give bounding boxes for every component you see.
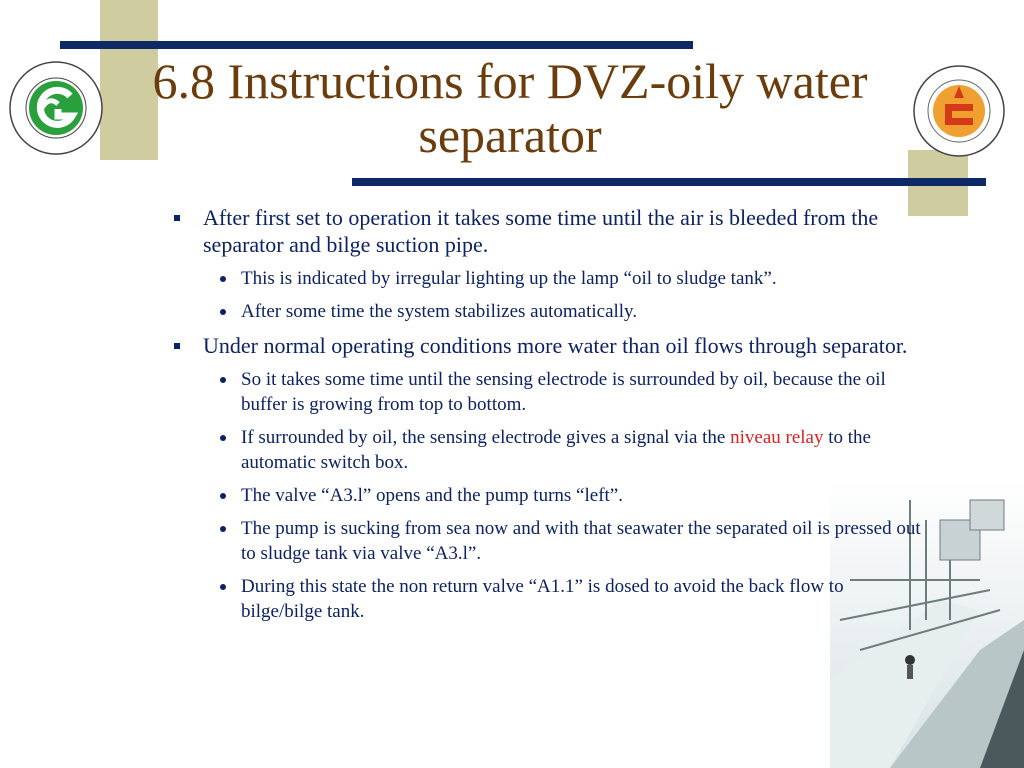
sub-bullet-item: This is indicated by irregular lighting up the lamp “oil to sludge tank”. (203, 266, 925, 291)
sub-bullet-item: The valve “A3.l” opens and the pump turns “left”. (203, 483, 925, 508)
bullet-item (165, 332, 925, 624)
title-rule-bottom (352, 178, 986, 186)
sub-bullet-item (203, 425, 925, 475)
slide-title: 6.8 Instructions for DVZ-oily water separator (152, 53, 868, 163)
sub-bullet-item: So it takes some time until the sensing electrode is surrounded by oil, because the oil buffer is growing from top to bottom. (203, 367, 925, 417)
school-energy-seal-icon (912, 64, 1006, 158)
university-seal-icon (8, 60, 104, 156)
bullet-text: After first set to operation it takes some time until the air is bleeded from the separator and bilge suction pipe. (203, 205, 879, 257)
sub-bullet-text-before: If surrounded by oil, the sensing electrode gives a signal via the (241, 427, 731, 448)
sub-bullet-text-after: to the automatic switch box. (241, 427, 871, 473)
sub-bullet-item: After some time the system stabilizes automatically. (203, 299, 925, 324)
bullet-item (165, 204, 925, 324)
bullet-list (165, 204, 925, 632)
sub-bullet-item: The pump is sucking from sea now and with that seawater the separated oil is pressed out to sludge tank via valve “A3.l”. (203, 516, 925, 566)
bullet-text: Under normal operating conditions more water than oil flows through separator. (203, 333, 908, 358)
sub-bullet-list (203, 367, 925, 624)
sub-bullet-list (203, 266, 925, 324)
highlighted-term: niveau relay (730, 427, 824, 448)
sub-bullet-item: During this state the non return valve “A1.1” is dosed to avoid the back flow to bilge/bilge tank. (203, 574, 925, 624)
title-rule-top (60, 41, 693, 49)
